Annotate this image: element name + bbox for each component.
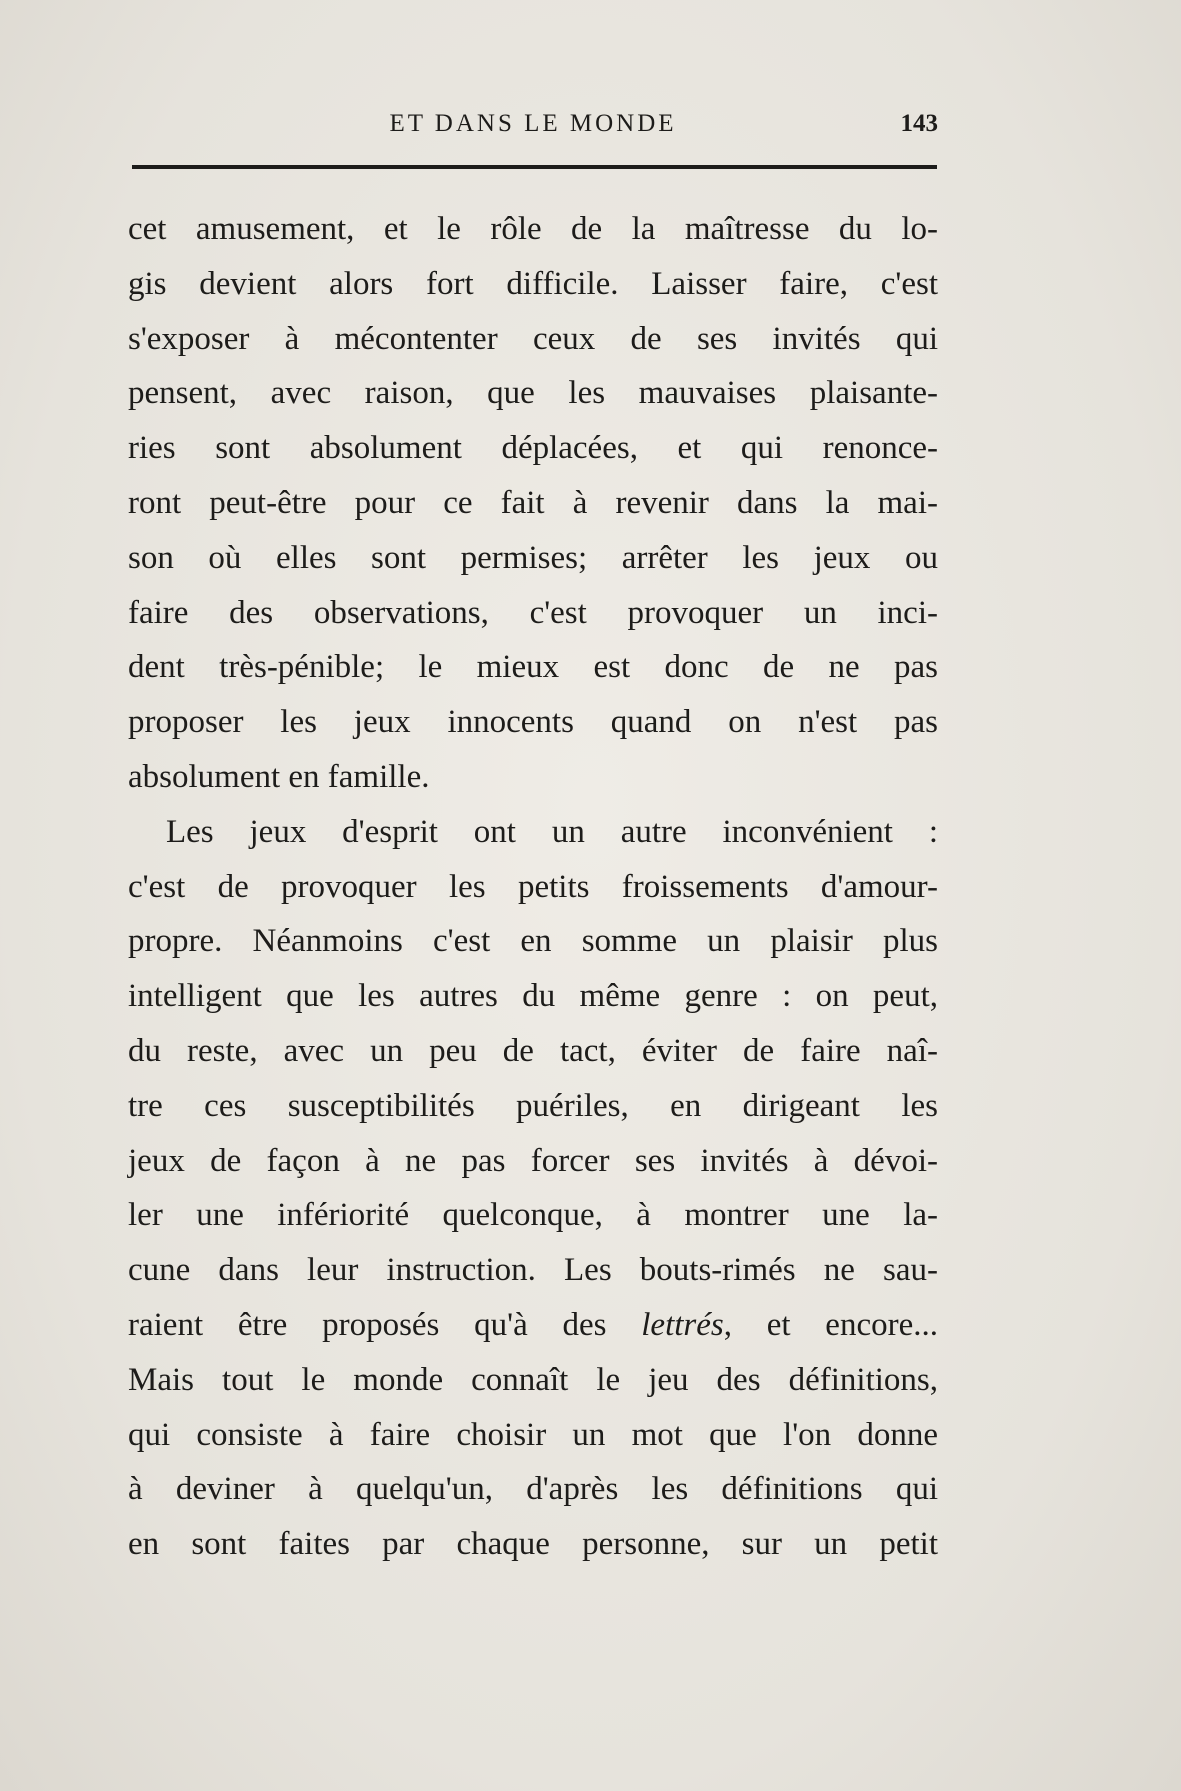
text-line: intelligent que les autres du même genre : on peut, xyxy=(128,978,938,1015)
text-line: faire des observations, c'est provoquer un inci- xyxy=(128,594,938,631)
text-line: tre ces susceptibilités puériles, en dirigeant les xyxy=(128,1087,938,1124)
text-line: proposer les jeux innocents quand on n'est pas xyxy=(128,704,938,741)
text-line: c'est de provoquer les petits froissements d'amour- xyxy=(128,868,938,905)
text-line: ries sont absolument déplacées, et qui renonce- xyxy=(128,430,938,467)
text-line: en sont faites par chaque personne, sur un petit xyxy=(128,1526,938,1563)
text-line: Mais tout le monde connaît le jeu des définitions, xyxy=(128,1361,938,1398)
text-line: Les jeux d'esprit ont un autre inconvénient : xyxy=(166,813,938,850)
running-title: ET DANS LE MONDE xyxy=(389,110,677,137)
page-number: 143 xyxy=(900,110,938,137)
text-line: jeux de façon à ne pas forcer ses invités à dévoi- xyxy=(128,1142,938,1179)
page-header xyxy=(128,104,938,144)
text-line: ler une infériorité quelconque, à montrer une la- xyxy=(128,1197,938,1234)
header-rule xyxy=(132,165,937,169)
text-line: cune dans leur instruction. Les bouts-rimés ne sau- xyxy=(128,1252,938,1289)
text-line: ront peut-être pour ce fait à revenir dans la mai- xyxy=(128,484,938,521)
text-line: pensent, avec raison, que les mauvaises plaisante- xyxy=(128,375,938,412)
text-line: cet amusement, et le rôle de la maîtresse du lo- xyxy=(128,211,938,247)
text-line: absolument en famille. xyxy=(128,758,430,795)
page-body xyxy=(128,202,938,1572)
italic-word: lettrés xyxy=(641,1306,724,1343)
text-line: qui consiste à faire choisir un mot que l'on donne xyxy=(128,1416,938,1453)
text-line: à deviner à quelqu'un, d'après les définitions qui xyxy=(128,1471,938,1508)
text-line: raient être proposés qu'à des lettrés, et encore... xyxy=(128,1306,938,1343)
text-line: son où elles sont permises; arrêter les jeux ou xyxy=(128,539,938,576)
text-line: gis devient alors fort difficile. Laisser faire, c'est xyxy=(128,265,938,302)
text-line: s'exposer à mécontenter ceux de ses invités qui xyxy=(128,320,938,357)
text-line: du reste, avec un peu de tact, éviter de faire naî- xyxy=(128,1032,938,1069)
text-line: propre. Néanmoins c'est en somme un plaisir plus xyxy=(128,923,938,960)
text-line: dent très-pénible; le mieux est donc de ne pas xyxy=(128,649,938,686)
